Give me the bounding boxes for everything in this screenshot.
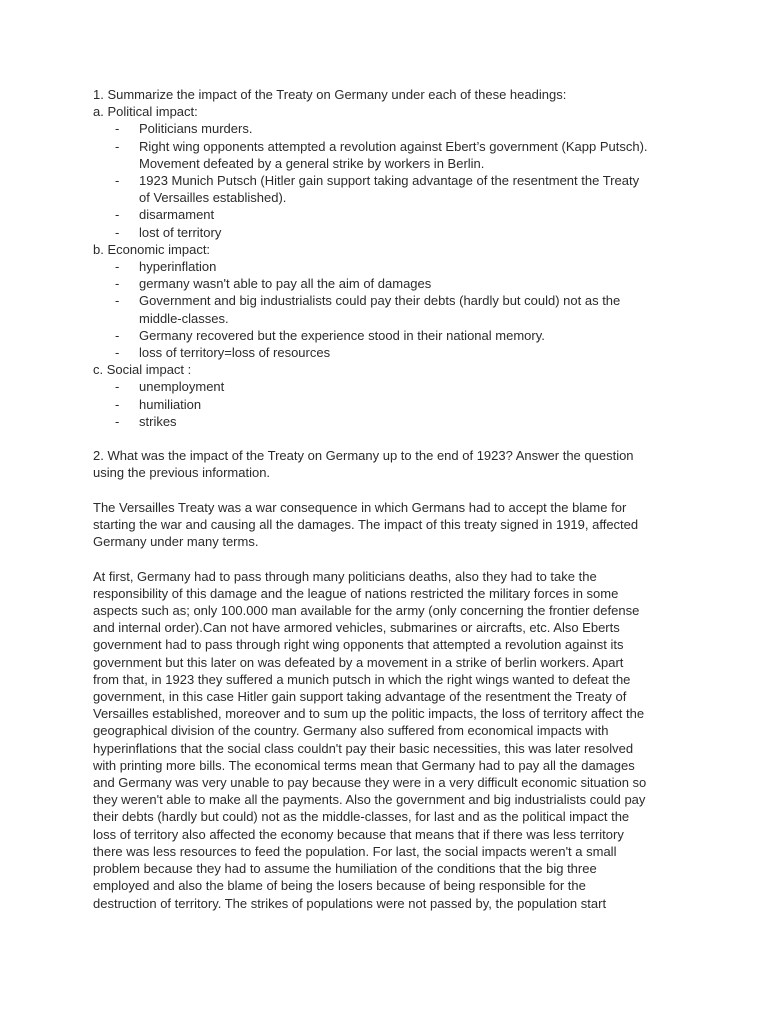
list-item bbox=[93, 120, 678, 137]
list-item bbox=[93, 327, 678, 344]
list-item-text: germany wasn't able to pay all the aim of damages bbox=[139, 276, 432, 292]
paragraph-line: with printing more bills. The economical terms mean that Germany had to pay all the damages bbox=[93, 757, 635, 773]
spacer bbox=[93, 430, 678, 447]
paragraph-line: government, in this case Hitler gain support taking advantage of the resentment the Treaty of bbox=[93, 689, 627, 705]
dash-bullet: - bbox=[115, 138, 120, 154]
list-item bbox=[93, 378, 678, 395]
dash-bullet: - bbox=[115, 345, 120, 361]
paragraph-line: employed and also the blame of being the losers because of being responsible for the bbox=[93, 878, 586, 894]
paragraph-line: responsibility of this damage and the league of nations restricted the military forces in some bbox=[93, 585, 619, 601]
list-item-text: Politicians murders. bbox=[139, 121, 253, 137]
question-2-title-line: using the previous information. bbox=[93, 465, 271, 481]
dash-bullet: - bbox=[115, 121, 120, 137]
list-item-text: disarmament bbox=[139, 207, 215, 223]
political-impact-heading: a. Political impact: bbox=[93, 104, 198, 120]
list-item-text: Government and big industrialists could pay their debts (hardly but could) not as the bbox=[139, 293, 621, 309]
answer-paragraph-2 bbox=[93, 568, 678, 912]
social-impact-heading: c. Social impact : bbox=[93, 362, 192, 378]
paragraph-line: they weren't able to make all the payments. Also the government and big industrialists could pay bbox=[93, 792, 646, 808]
answer-paragraph-1 bbox=[93, 499, 678, 551]
dash-bullet: - bbox=[115, 327, 120, 343]
list-item-text: of Versailles established). bbox=[139, 190, 287, 206]
dash-bullet: - bbox=[115, 259, 120, 275]
question-1-title: 1. Summarize the impact of the Treaty on Germany under each of these headings: bbox=[93, 87, 567, 102]
paragraph-line: hyperinflations that the social class couldn't pay their basic necessities, this was later resolved bbox=[93, 740, 634, 756]
list-item bbox=[93, 413, 678, 430]
list-item bbox=[93, 344, 678, 361]
spacer bbox=[93, 550, 678, 567]
list-item bbox=[93, 138, 678, 172]
list-item-text: lost of territory bbox=[139, 224, 222, 240]
list-item bbox=[93, 258, 678, 275]
list-item bbox=[93, 172, 678, 206]
list-item-text: Right wing opponents attempted a revolution against Ebert’s government (Kapp Putsch). bbox=[139, 138, 648, 154]
paragraph-line: and Germany was very unable to pay because they were in a very difficult economic situation so bbox=[93, 775, 647, 791]
paragraph-line: Germany under many terms. bbox=[93, 534, 259, 550]
list-item bbox=[93, 396, 678, 413]
list-item-text: 1923 Munich Putsch (Hitler gain support taking advantage of the resentment the Treaty bbox=[139, 173, 640, 189]
list-item-text: unemployment bbox=[139, 379, 225, 395]
dash-bullet: - bbox=[115, 173, 120, 189]
political-impact-list bbox=[93, 120, 678, 240]
economic-impact-heading: b. Economic impact: bbox=[93, 241, 211, 257]
dash-bullet: - bbox=[115, 207, 120, 223]
social-impact-list bbox=[93, 378, 678, 430]
document-page bbox=[93, 86, 678, 912]
dash-bullet: - bbox=[115, 396, 120, 412]
list-item-text: strikes bbox=[139, 413, 177, 429]
list-item-text: hyperinflation bbox=[139, 259, 217, 275]
spacer bbox=[93, 482, 678, 499]
list-item-text: humiliation bbox=[139, 396, 202, 412]
list-item-text: middle-classes. bbox=[139, 310, 229, 326]
paragraph-line: At first, Germany had to pass through many politicians deaths, also they had to take the bbox=[93, 568, 597, 584]
list-item-text: loss of territory=loss of resources bbox=[139, 345, 331, 361]
paragraph-line: government but this later on was defeated by a movement in a strike of berlin workers. Apart bbox=[93, 654, 624, 670]
dash-bullet: - bbox=[115, 276, 120, 292]
dash-bullet: - bbox=[115, 379, 120, 395]
paragraph-line: their debts (hardly but could) not as the middle-classes, for last and as the political impact the bbox=[93, 809, 630, 825]
dash-bullet: - bbox=[115, 224, 120, 240]
paragraph-line: government had to pass through right wing opponents that attempted a revolution against its bbox=[93, 637, 624, 653]
paragraph-line: problem because they had to assume the humiliation of the conditions that the big three bbox=[93, 861, 597, 877]
paragraph-line: loss of territory also affected the economy because that means that if there was less territory bbox=[93, 826, 624, 842]
economic-impact-list bbox=[93, 258, 678, 361]
list-item bbox=[93, 224, 678, 241]
paragraph-line: destruction of territory. The strikes of populations were not passed by, the population start bbox=[93, 895, 607, 911]
list-item bbox=[93, 292, 678, 326]
list-item-text: Movement defeated by a general strike by workers in Berlin. bbox=[139, 155, 485, 171]
paragraph-line: The Versailles Treaty was a war consequence in which Germans had to accept the blame for bbox=[93, 499, 627, 515]
dash-bullet: - bbox=[115, 413, 120, 429]
paragraph-line: and internal order).Can not have armored vehicles, submarines or aircrafts, etc. Also Eberts bbox=[93, 620, 620, 636]
paragraph-line: starting the war and causing all the damages. The impact of this treaty signed in 1919, affected bbox=[93, 517, 639, 533]
question-2-title bbox=[93, 447, 678, 481]
paragraph-line: geographical division of the country. Germany also suffered from economical impacts with bbox=[93, 723, 609, 739]
question-2-title-line: 2. What was the impact of the Treaty on Germany up to the end of 1923? Answer the question bbox=[93, 448, 634, 464]
list-item bbox=[93, 275, 678, 292]
paragraph-line: Versailles established, moreover and to sum up the politic impacts, the loss of territory affect the bbox=[93, 706, 645, 722]
paragraph-line: there was less resources to feed the population. For last, the social impacts weren't a small bbox=[93, 843, 617, 859]
list-item bbox=[93, 206, 678, 223]
list-item-text: Germany recovered but the experience stood in their national memory. bbox=[139, 327, 545, 343]
paragraph-line: from that, in 1923 they suffered a munich putsch in which the right wings wanted to defeat the bbox=[93, 671, 631, 687]
dash-bullet: - bbox=[115, 293, 120, 309]
paragraph-line: aspects such as; only 100.000 man available for the army (only concerning the frontier defense bbox=[93, 603, 640, 619]
